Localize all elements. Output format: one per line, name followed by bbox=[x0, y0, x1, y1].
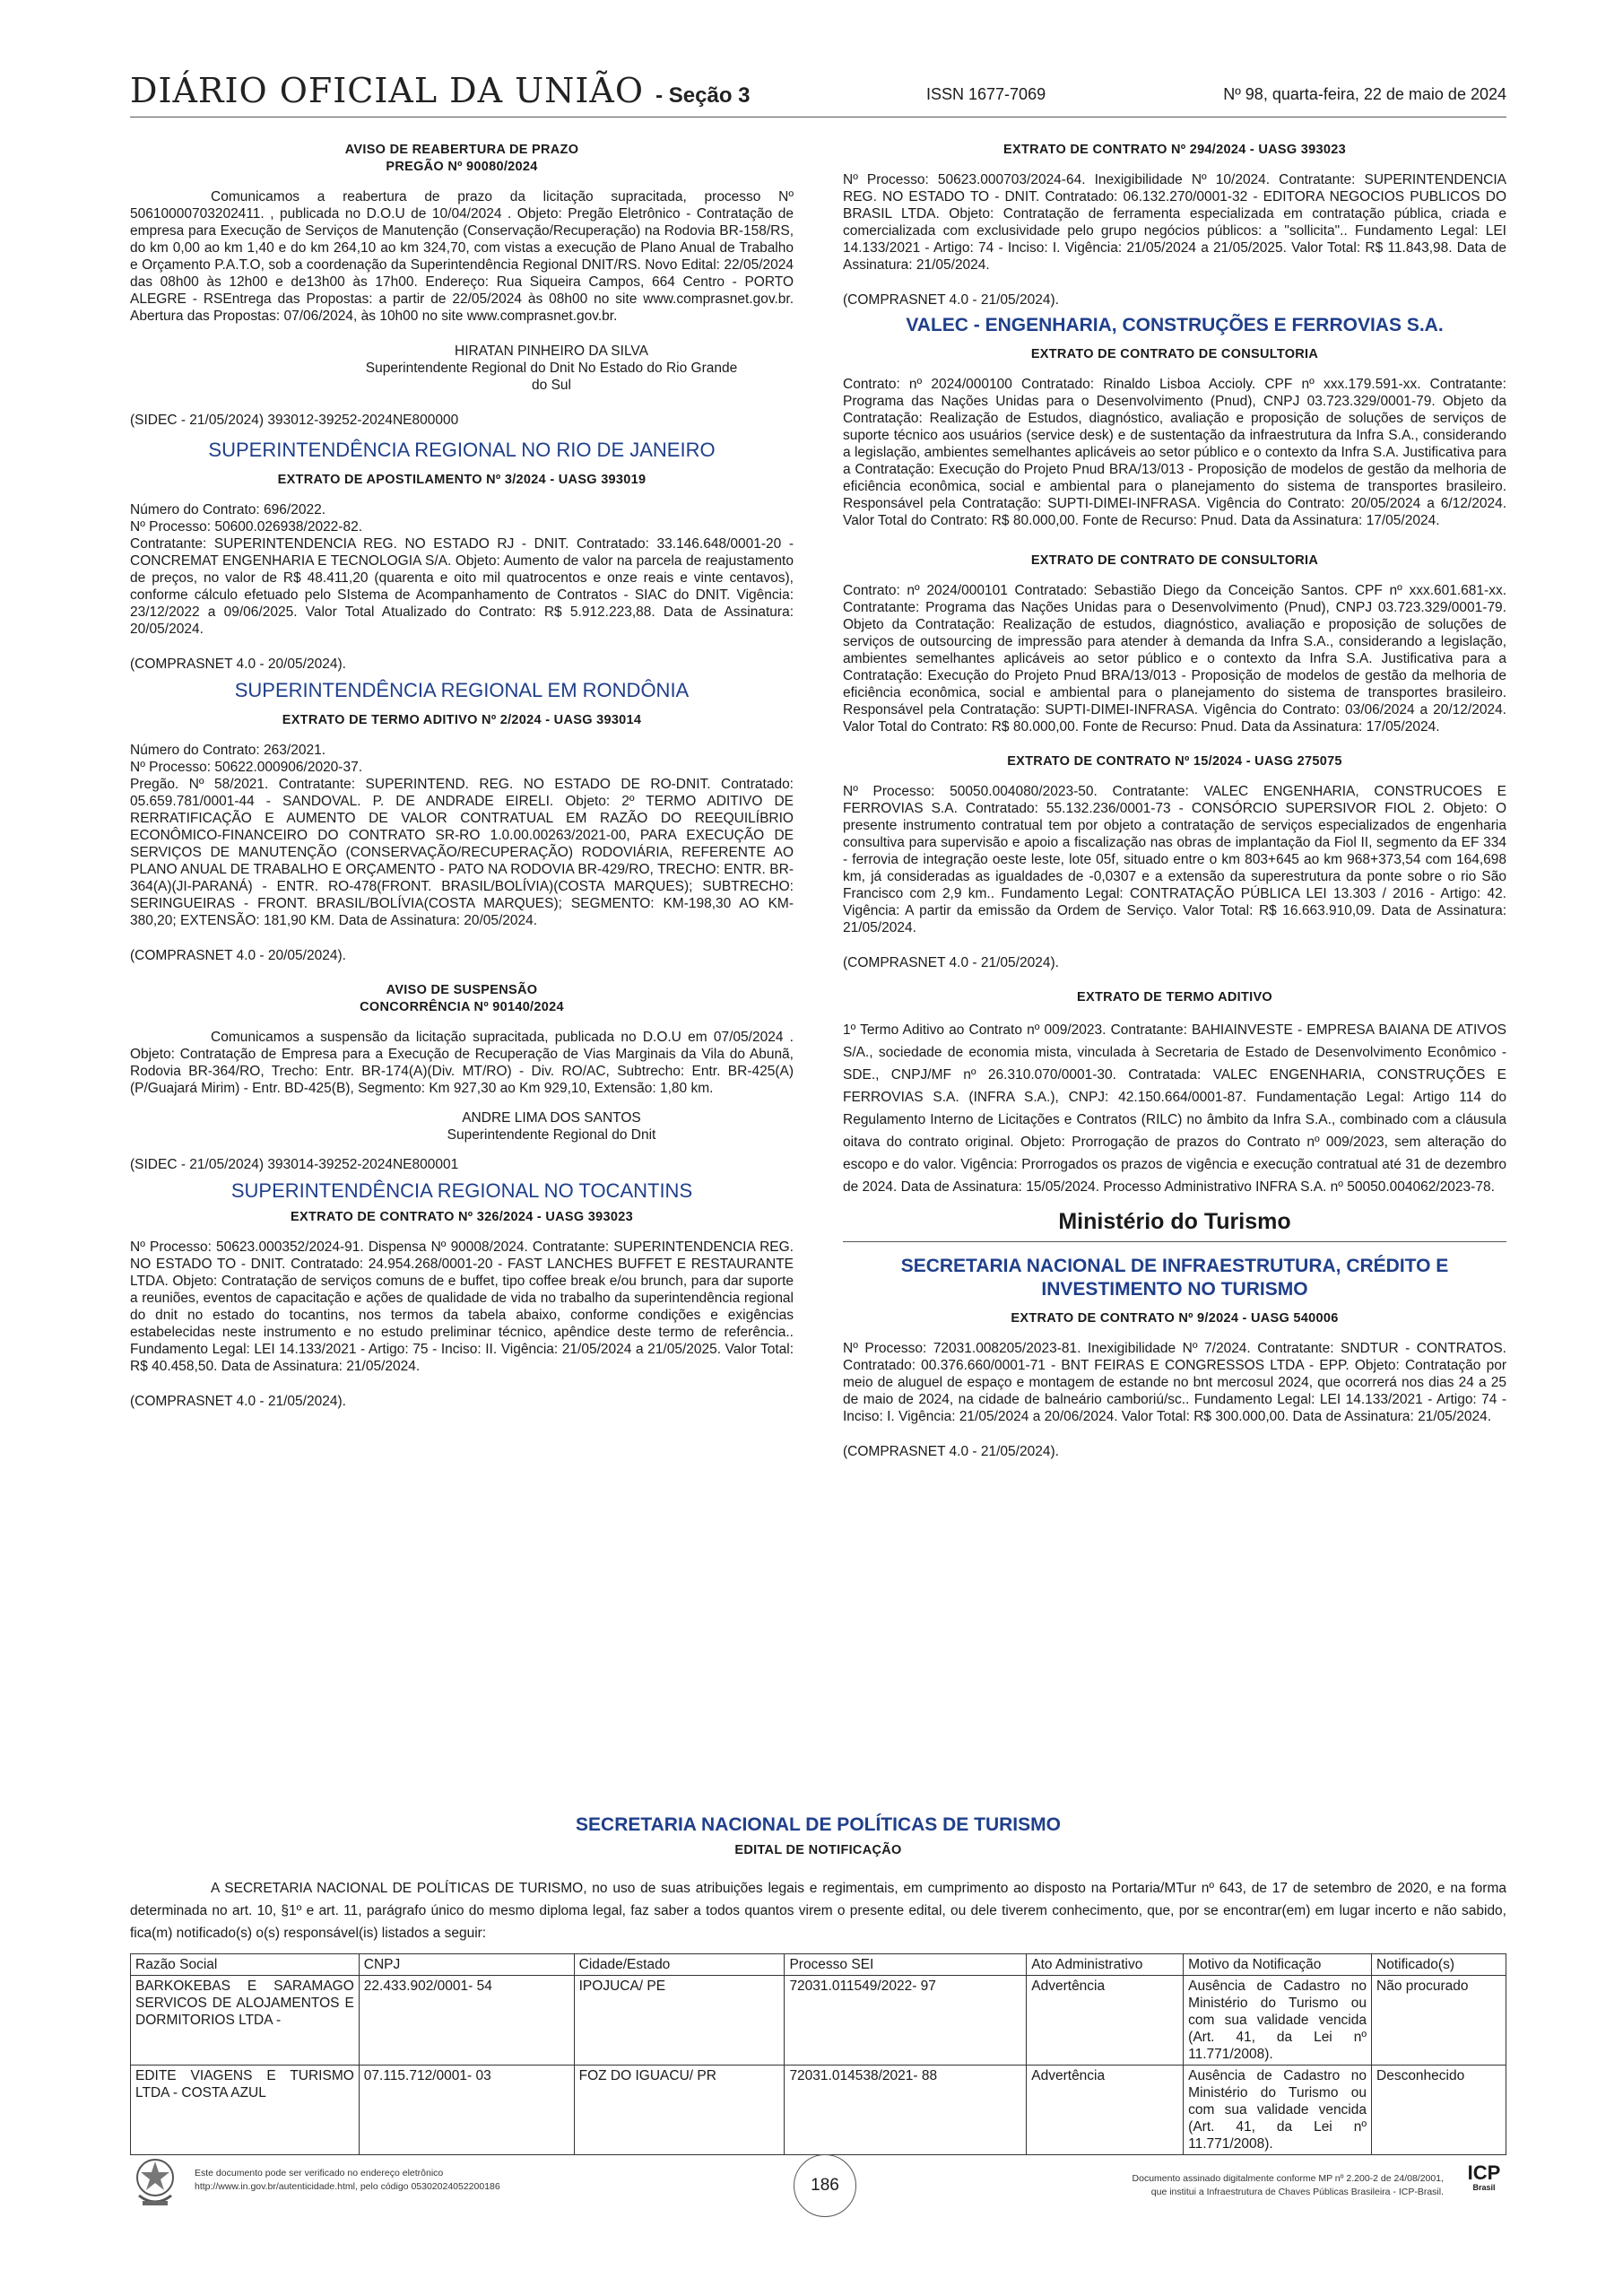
sidec-line: (SIDEC - 21/05/2024) 393012-39252-2024NE800000 bbox=[130, 413, 459, 428]
act-title: EXTRATO DE CONTRATO DE CONSULTORIA bbox=[1030, 553, 1319, 568]
table-cell: FOZ DO IGUACU/ PR bbox=[574, 2066, 785, 2155]
comprasnet-line: (COMPRASNET 4.0 - 20/05/2024). bbox=[130, 657, 346, 672]
table-cell: 22.433.902/0001- 54 bbox=[359, 1976, 574, 2066]
act-body: Nº Processo: 50623.000703/2024-64. Inexigibilidade Nº 10/2024. Contratante: SUPERINTENDENCIA REG. NO ESTADO TO - DNIT. Contratado: 06.132.270/0001-32 - EDITORA NEGOCIOS PUBLICOS DO BRASIL LTDA. Objeto: Contratação de ferramenta especializada em contratação pública, criada e comercializada com exclusividade pelo grupo negócios públicos: a "sollicita".. Fundamento Legal: LEI 14.133/2021 - Artigo: 74 - Inciso: I. Vigência: 21/05/2024 a 21/05/2025. Valor Total: R$ 11.843,98. Data de Assinatura: 21/05/2024. bbox=[843, 172, 1506, 273]
table-cell: IPOJUCA/ PE bbox=[574, 1976, 785, 2066]
column-header: CNPJ bbox=[359, 1954, 574, 1976]
contract-number: Número do Contrato: 263/2021. bbox=[130, 743, 325, 758]
table-cell: Ausência de Cadastro no Ministério do Turismo ou com sua validade vencida (Art. 41, da Lei nº 11.771/2008). bbox=[1184, 1976, 1372, 2066]
issue-date: Nº 98, quarta-feira, 22 de maio de 2024 bbox=[1223, 85, 1506, 103]
act-title: EDITAL DE NOTIFICAÇÃO bbox=[734, 1843, 902, 1857]
sidec-line: (SIDEC - 21/05/2024) 393014-39252-2024NE800001 bbox=[130, 1157, 459, 1172]
comprasnet-line: (COMPRASNET 4.0 - 21/05/2024). bbox=[843, 1444, 1059, 1459]
act-title: EXTRATO DE CONTRATO Nº 326/2024 - UASG 393023 bbox=[291, 1210, 633, 1224]
page-footer bbox=[130, 2154, 1506, 2226]
table-cell: Desconhecido bbox=[1372, 2066, 1506, 2155]
verification-note: Este documento pode ser verificado no endereço eletrônico http://www.in.gov.br/autenticidade.html, pelo código 05302024052200186 bbox=[195, 2168, 500, 2192]
table-cell: 72031.011549/2022- 97 bbox=[785, 1976, 1027, 2066]
table-cell: Advertência bbox=[1027, 2066, 1184, 2155]
column-header: Ato Administrativo bbox=[1027, 1954, 1184, 1976]
table-header-row bbox=[131, 1954, 1506, 1976]
act-body: 1º Termo Aditivo ao Contrato nº 009/2023. Contratante: BAHIAINVESTE - EMPRESA BAIANA DE ATIVOS S/A., sociedade de economia mista, vinculada à Secretaria de Estado de Desenvolvimento Econômico - SDE., CNPJ/MF nº 26.310.070/0001-30. Contratada: VALEC ENGENHARIA, CONSTRUÇÕES E FERROVIAS S.A. (INFRA S.A.), CNPJ: 42.150.664/0001-87. Fundamentação Legal: Artigo 114 do Regulamento Interno de Licitações e Contratos (RILC) no âmbito da Infra S.A., combinado com a cláusula oitava do contrato original. Objeto: Prorrogação de prazos do Contrato nº 009/2023, sem alteração do escopo e do valor. Vigência: Prorrogados os prazos de vigência e execução contratual até 31 de dezembro de 2024. Data de Assinatura: 15/05/2024. Processo Administrativo INFRA S.A. nº 50050.004062/2023-78. bbox=[843, 1022, 1506, 1195]
table-cell: Não procurado bbox=[1372, 1976, 1506, 2066]
process-number: Nº Processo: 50622.000906/2020-37. bbox=[130, 760, 363, 775]
act-title: AVISO DE REABERTURA DE PRAZO bbox=[344, 143, 579, 157]
act-body: Nº Processo: 72031.008205/2023-81. Inexigibilidade Nº 7/2024. Contratante: SNDTUR - CONTRATOS. Contratado: 00.376.660/0001-71 - BNT FEIRAS E CONGRESSOS LTDA - EPP. Objeto: Contratação por meio de aluguel de espaço e montagem de estande no bnt mercosul 2024, que ocorrerá nos dias 24 a 25 de maio de 2024, na cidade de balneário camboriú/sc.. Fundamento Legal: LEI 14.133/2021 - Artigo: 74 - Inciso: I. Vigência: 21/05/2024 a 20/06/2024. Valor Total: R$ 300.000,00. Data de Assinatura: 21/05/2024. bbox=[843, 1341, 1506, 1424]
signer-name: HIRATAN PINHEIRO DA SILVA bbox=[455, 344, 648, 359]
left-column bbox=[130, 142, 794, 1410]
act-title: EXTRATO DE TERMO ADITIVO Nº 2/2024 - UASG 393014 bbox=[282, 713, 642, 727]
table-cell: Ausência de Cadastro no Ministério do Turismo ou com sua validade vencida (Art. 41, da Lei nº 11.771/2008). bbox=[1184, 2066, 1372, 2155]
column-header: Processo SEI bbox=[785, 1954, 1027, 1976]
act-subtitle: CONCORRÊNCIA Nº 90140/2024 bbox=[360, 1000, 564, 1014]
org-heading: SUPERINTENDÊNCIA REGIONAL NO TOCANTINS bbox=[230, 1179, 693, 1202]
act-title: EXTRATO DE CONTRATO Nº 15/2024 - UASG 275075 bbox=[1007, 754, 1342, 769]
signer-role: Superintendente Regional do Dnit No Estado do Rio Grande do Sul bbox=[365, 361, 738, 393]
org-heading: SECRETARIA NACIONAL DE INFRAESTRUTURA, CRÉDITO E INVESTIMENTO NO TURISMO bbox=[900, 1256, 1449, 1300]
column-header: Notificado(s) bbox=[1372, 1954, 1506, 1976]
column-header: Razão Social bbox=[131, 1954, 360, 1976]
act-body: A SECRETARIA NACIONAL DE POLÍTICAS DE TURISMO, no uso de suas atribuições legais e regimentais, em cumprimento ao disposto na Portaria/MTur nº 643, de 17 de setembro de 2020, e na forma determinada no art. 10, §1º e art. 11, parágrafo único do mesmo diploma legal, faz saber a todos quantos virem o presente edital, ou dele tiverem conhecimento, que, por se encontrar(em) em lugar incerto e não sabido, fica(m) notificado(s) o(s) responsável(is) listados a seguir: bbox=[130, 1881, 1506, 1941]
process-number: Nº Processo: 50600.026938/2022-82. bbox=[130, 519, 363, 535]
act-body: Contrato: nº 2024/000101 Contratado: Sebastião Diego da Conceição Santos. CPF nº xxx.601.681-xx. Contratante: Programa das Nações Unidas para o Desenvolvimento (Pnud), CNPJ 03.723.329/0001-79. Objeto da Contratação: Realização de estudos, diagnóstico, avaliação e proposição de soluções de serviços de outsourcing de impressão para atender à demanda da Infra S.A., considerando a legislação, ambientes semelhantes aplicáveis ao setor público e o contexto da Infra S.A. Justificativa para a Contratação: Execução do Projeto Pnud BRA/13/013 - Proposição de modelos de gestão da melhoria de eficiência econômica, social e ambiental para o planejamento do sistema de transportes brasileiro. Responsável pela Contratação: SUPTI-DIMEI-INFRASA. Vigência do Contrato: 03/06/2024 a 20/12/2024. Valor Total do Contrato: R$ 80.000,00. Fonte de Recurso: Pnud. Data da Assinatura: 17/05/2024. bbox=[843, 583, 1506, 735]
act-subtitle: PREGÃO Nº 90080/2024 bbox=[386, 160, 538, 174]
act-title: EXTRATO DE APOSTILAMENTO Nº 3/2024 - UASG 393019 bbox=[277, 473, 647, 487]
journal-title: DIÁRIO OFICIAL DA UNIÃO - Seção 3 bbox=[130, 71, 751, 110]
act-body: Pregão. Nº 58/2021. Contratante: SUPERINTEND. REG. NO ESTADO DE RO-DNIT. Contratado: 05.659.781/0001-44 - SANDOVAL. P. DE ANDRADE EIRELI. Objeto: 2º TERMO ADITIVO DE RERRATIFICAÇÃO E AUMENTO DE VALOR CONTRATUAL EM RAZÃO DO REEQUILÍBRIO ECONÔMICO-FINANCEIRO DO CONTRATO SR-RO 1.0.00.00263/2021-00, PARA EXECUÇÃO DE SERVIÇOS DE MANUTENÇÃO (CONSERVAÇÃO/RECUPERAÇÃO) RODOVIÁRIA, REFERENTE AO PLANO ANUAL DE TRABALHO E ORÇAMENTO - PATO NA RODOVIA BR-429/RO, TRECHO: ENTR. BR-364(A)(JI-PARANÁ) - ENTR. RO-478(FRONT. BRASIL/BOLÍVIA)(COSTA MARQUES); SUBTRECHO: SERINGUEIRAS - FRONT. BRASIL/BOLÍVIA(COSTA MARQUES); SEGMENTO: KM-198,30 AO KM-380,20; EXTENSÃO: 181,90 KM. Data de Assinatura: 20/05/2024. bbox=[130, 777, 794, 928]
signature-note: Documento assinado digitalmente conforme MP nº 2.200-2 de 24/08/2001, que institui a Infraestrutura de Chaves Públicas Brasileira - ICP-Brasil. bbox=[1132, 2173, 1444, 2197]
page-number: 186 bbox=[794, 2154, 856, 2217]
act-body: Nº Processo: 50623.000352/2024-91. Dispensa Nº 90008/2024. Contratante: SUPERINTENDENCIA REG. NO ESTADO TO - DNIT. Contratado: 24.954.268/0001-20 - FAST LANCHES BUFFET E RESTAURANTE LTDA. Objeto: Contratação de serviços comuns de e buffet, tipo coffee break e/ou brunch, para dar suporte a reuniões, eventos de capacitação e ações de qualidade de vida no trabalho da superintendência regional do dnit no estado do tocantins, nos termos da tabela abaixo, conforme condições e exigências estabelecidas neste instrumento e no estudo preliminar técnico, apêndice deste termo de referência.. Fundamento Legal: LEI 14.133/2021 - Artigo: 75 - Inciso: II. Vigência: 21/05/2024 a 21/05/2025. Valor Total: R$ 40.458,50. Data de Assinatura: 21/05/2024. bbox=[130, 1239, 794, 1374]
act-title: EXTRATO DE CONTRATO Nº 9/2024 - UASG 540006 bbox=[1011, 1311, 1339, 1326]
act-body: Comunicamos a suspensão da licitação supracitada, publicada no D.O.U em 07/05/2024 . Objeto: Contratação de Empresa para a Execução de Recuperação de Vias Marginais da Vila do Abunã, Rodovia BR-364/RO, Trecho: Entr. BR-174(A)(Div. MT/RO) - Div. RO/AC, Subtrecho: Entr. BR-425(A)(P/Guajará Mirim) - Entr. BD-425(B), Segmento: Km 927,30 ao Km 929,10, Extensão: 1,80 km. bbox=[130, 1030, 794, 1096]
table-row bbox=[131, 2066, 1506, 2155]
table-cell: BARKOKEBAS E SARAMAGO SERVICOS DE ALOJAMENTOS E DORMITORIOS LTDA - bbox=[131, 1976, 360, 2066]
table-row bbox=[131, 1976, 1506, 2066]
table-cell: EDITE VIAGENS E TURISMO LTDA - COSTA AZUL bbox=[131, 2066, 360, 2155]
section-label: - Seção 3 bbox=[655, 83, 751, 108]
org-heading: SECRETARIA NACIONAL DE POLÍTICAS DE TURISMO bbox=[576, 1814, 1061, 1835]
act-body: Contrato: nº 2024/000100 Contratado: Rinaldo Lisboa Accioly. CPF nº xxx.179.591-xx. Contratante: Programa das Nações Unidas para o Desenvolvimento (Pnud), CNPJ 03.723.329/0001-79. Objeto da Contratação: Realização de Estudos, diagnóstico, avaliação e proposição de soluções de serviços de suporte técnico aos usuários (service desk) e de sustentação da infraestrutura da Infra S.A., considerando a legislação, ambientes semelhantes aplicáveis ao setor público e o contexto da Infra S.A. Justificativa para a Contratação: Execução do Projeto Pnud BRA/13/013 - Proposição de modelos de gestão da melhoria de eficiência econômica, social e ambiental para o planejamento do sistema de transportes brasileiro. Responsável pela Contratação: SUPTI-DIMEI-INFRASA. Vigência do Contrato: 20/05/2024 a 6/12/2024. Valor Total do Contrato: R$ 80.000,00. Fonte de Recurso: Pnud. Data da Assinatura: 17/05/2024. bbox=[843, 377, 1506, 528]
right-column bbox=[843, 142, 1506, 1460]
act-body: Contratante: SUPERINTENDENCIA REG. NO ESTADO RJ - DNIT. Contratado: 33.146.648/0001-20 - CONCREMAT ENGENHARIA E TECNOLOGIA S/A. Objeto: Aumento de valor na parcela de reajustamento de preços, no valor de R$ 48.411,20 (quarenta e oito mil quatrocentos e onze reais e vinte centavos), conforme cálculo efetuado pelo SIstema de Acompanhamento de Contratos - SIAC do DNIT. Vigência: 23/12/2022 a 09/06/2025. Valor Total Atualizado do Contrato: R$ 5.912.223,88. Data de Assinatura: 20/05/2024. bbox=[130, 536, 794, 637]
org-heading: SUPERINTENDÊNCIA REGIONAL EM RONDÔNIA bbox=[234, 679, 690, 701]
signer-name: ANDRE LIMA DOS SANTOS bbox=[462, 1110, 641, 1126]
comprasnet-line: (COMPRASNET 4.0 - 21/05/2024). bbox=[843, 955, 1059, 970]
org-heading: VALEC - ENGENHARIA, CONSTRUÇÕES E FERROVIAS S.A. bbox=[906, 315, 1444, 335]
org-heading: SUPERINTENDÊNCIA REGIONAL NO RIO DE JANEIRO bbox=[208, 439, 716, 461]
act-title: AVISO DE SUSPENSÃO bbox=[386, 983, 538, 997]
comprasnet-line: (COMPRASNET 4.0 - 21/05/2024). bbox=[130, 1394, 346, 1409]
issn: ISSN 1677-7069 bbox=[926, 85, 1046, 103]
verification-url: http://www.in.gov.br/autenticidade.html, pelo código 05302024052200186 bbox=[195, 2181, 500, 2192]
comprasnet-line: (COMPRASNET 4.0 - 21/05/2024). bbox=[843, 292, 1059, 308]
signer-role: Superintendente Regional do Dnit bbox=[447, 1127, 656, 1143]
notification-section bbox=[130, 1813, 1506, 2155]
table-cell: 07.115.712/0001- 03 bbox=[359, 2066, 574, 2155]
act-title: EXTRATO DE CONTRATO Nº 294/2024 - UASG 393023 bbox=[1003, 143, 1346, 157]
column-header: Motivo da Notificação bbox=[1184, 1954, 1372, 1976]
notification-table bbox=[130, 1953, 1506, 2155]
coat-of-arms-icon bbox=[130, 2154, 180, 2210]
ministry-heading: Ministério do Turismo bbox=[843, 1207, 1506, 1242]
column-header: Cidade/Estado bbox=[574, 1954, 785, 1976]
act-title: EXTRATO DE CONTRATO DE CONSULTORIA bbox=[1030, 347, 1319, 361]
table-cell: Advertência bbox=[1027, 1976, 1184, 2066]
act-title: EXTRATO DE TERMO ADITIVO bbox=[1077, 990, 1272, 1004]
comprasnet-line: (COMPRASNET 4.0 - 20/05/2024). bbox=[130, 948, 346, 963]
table-cell: 72031.014538/2021- 88 bbox=[785, 2066, 1027, 2155]
icp-brasil-logo: ICP Brasil bbox=[1467, 2161, 1501, 2192]
contract-number: Número do Contrato: 696/2022. bbox=[130, 502, 325, 517]
act-body: Comunicamos a reabertura de prazo da licitação supracitada, processo Nº 50610000703202411. , publicada no D.O.U de 10/04/2024 . Objeto: Pregão Eletrônico - Contratação de empresa para Execução de Serviços de Manutenção (Conservação/Recuperação) na Rodovia BR-158/RS, do km 0,00 ao km 1,40 e do km 264,10 ao km 324,70, com vistas a execução de Plano Anual de Trabalho e Orçamento P.A.T.O, sob a coordenação da Superintendência Regional DNIT/RS. Novo Edital: 22/05/2024 das 08h00 às 12h00 e de13h00 às 17h00. Endereço: Rua Siqueira Campos, 664 Centro - PORTO ALEGRE - RSEntrega das Propostas: a partir de 22/05/2024 às 08h00 no site www.comprasnet.gov.br. Abertura das Propostas: 07/06/2024, às 10h00 no site www.comprasnet.gov.br. bbox=[130, 189, 794, 324]
act-body: Nº Processo: 50050.004080/2023-50. Contratante: VALEC ENGENHARIA, CONSTRUCOES E FERROVIAS S.A. Contratado: 55.132.236/0001-73 - CONSÓRCIO SUPERSIVOR FIOL 2. Objeto: O presente instrumento contratual tem por objeto a contratação de serviços especializados de engenharia consultiva para supervisão e apoio a fiscalização nas obras de implantação da Fiol II, segmento da EF 334 - ferrovia de integração oeste leste, lote 05f, situado entre o km 803+645 ao km 968+373,54 com 164,698 km, já consideradas as igualdades de -0,0307 e a extensão da superestrutura da ponte sobre o rio São Francisco com 2,9 km.. Fundamento Legal: CONTRATAÇÃO PÚBLICA LEI 13.303 / 2016 - Artigo: 42. Vigência: A partir da emissão da Ordem de Serviço. Valor Total: R$ 16.663.910,09. Data de Assinatura: 21/05/2024. bbox=[843, 784, 1506, 935]
page-header bbox=[130, 70, 1506, 117]
